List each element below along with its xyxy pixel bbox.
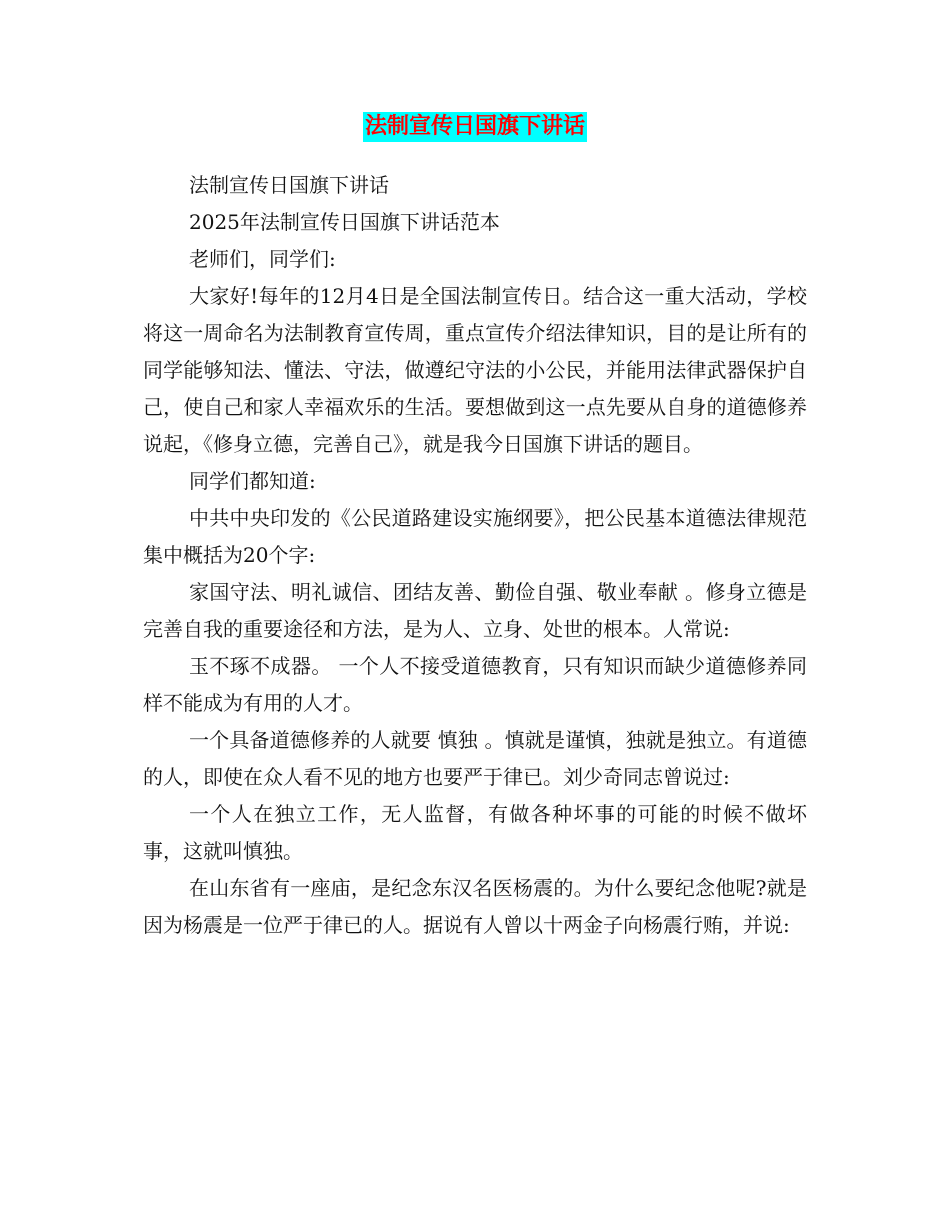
title-container: [0, 112, 950, 142]
paragraph-5: 同学们都知道:: [189, 469, 316, 493]
document-body: [143, 167, 807, 944]
paragraph-10: 一个人在独立工作，无人监督，有做各种坏事的可能的时候不做坏事，这就叫慎独。: [143, 802, 807, 863]
document-title: 法制宣传日国旗下讲话: [363, 112, 587, 142]
paragraph-2: 2025年法制宣传日国旗下讲话范本: [189, 210, 500, 234]
paragraph-7: 家国守法、明礼诚信、团结友善、勤俭自强、敬业奉献 。修身立德是完善自我的重要途径和方法，是为人、立身、处世的根本。人常说:: [143, 580, 807, 641]
paragraph-11: 在山东省有一座庙，是纪念东汉名医杨震的。为什么要纪念他呢?就是因为杨震是一位严于律已的人。据说有人曾以十两金子向杨震行贿，并说:: [143, 876, 807, 937]
paragraph-9: 一个具备道德修养的人就要 慎独 。慎就是谨慎，独就是独立。有道德的人，即使在众人看不见的地方也要严于律已。刘少奇同志曾说过:: [143, 728, 807, 789]
paragraph-4: 大家好!每年的12月4日是全国法制宣传日。结合这一重大活动，学校将这一周命名为法制教育宣传周，重点宣传介绍法律知识，目的是让所有的同学能够知法、懂法、守法，做遵纪守法的小公民，并能用法律武器保护自己，使自己和家人幸福欢乐的生活。要想做到这一点先要从自身的道德修养说起，《修身立德，完善自己》，就是我今日国旗下讲话的题目。: [143, 284, 807, 456]
paragraph-3: 老师们，同学们:: [189, 247, 336, 271]
paragraph-6: 中共中央印发的《公民道路建设实施纲要》，把公民基本道德法律规范集中概括为20个字:: [143, 506, 807, 567]
paragraph-8: 玉不琢不成器。 一个人不接受道德教育，只有知识而缺少道德修养同样不能成为有用的人才。: [143, 654, 807, 715]
paragraph-1: 法制宣传日国旗下讲话: [189, 173, 389, 197]
